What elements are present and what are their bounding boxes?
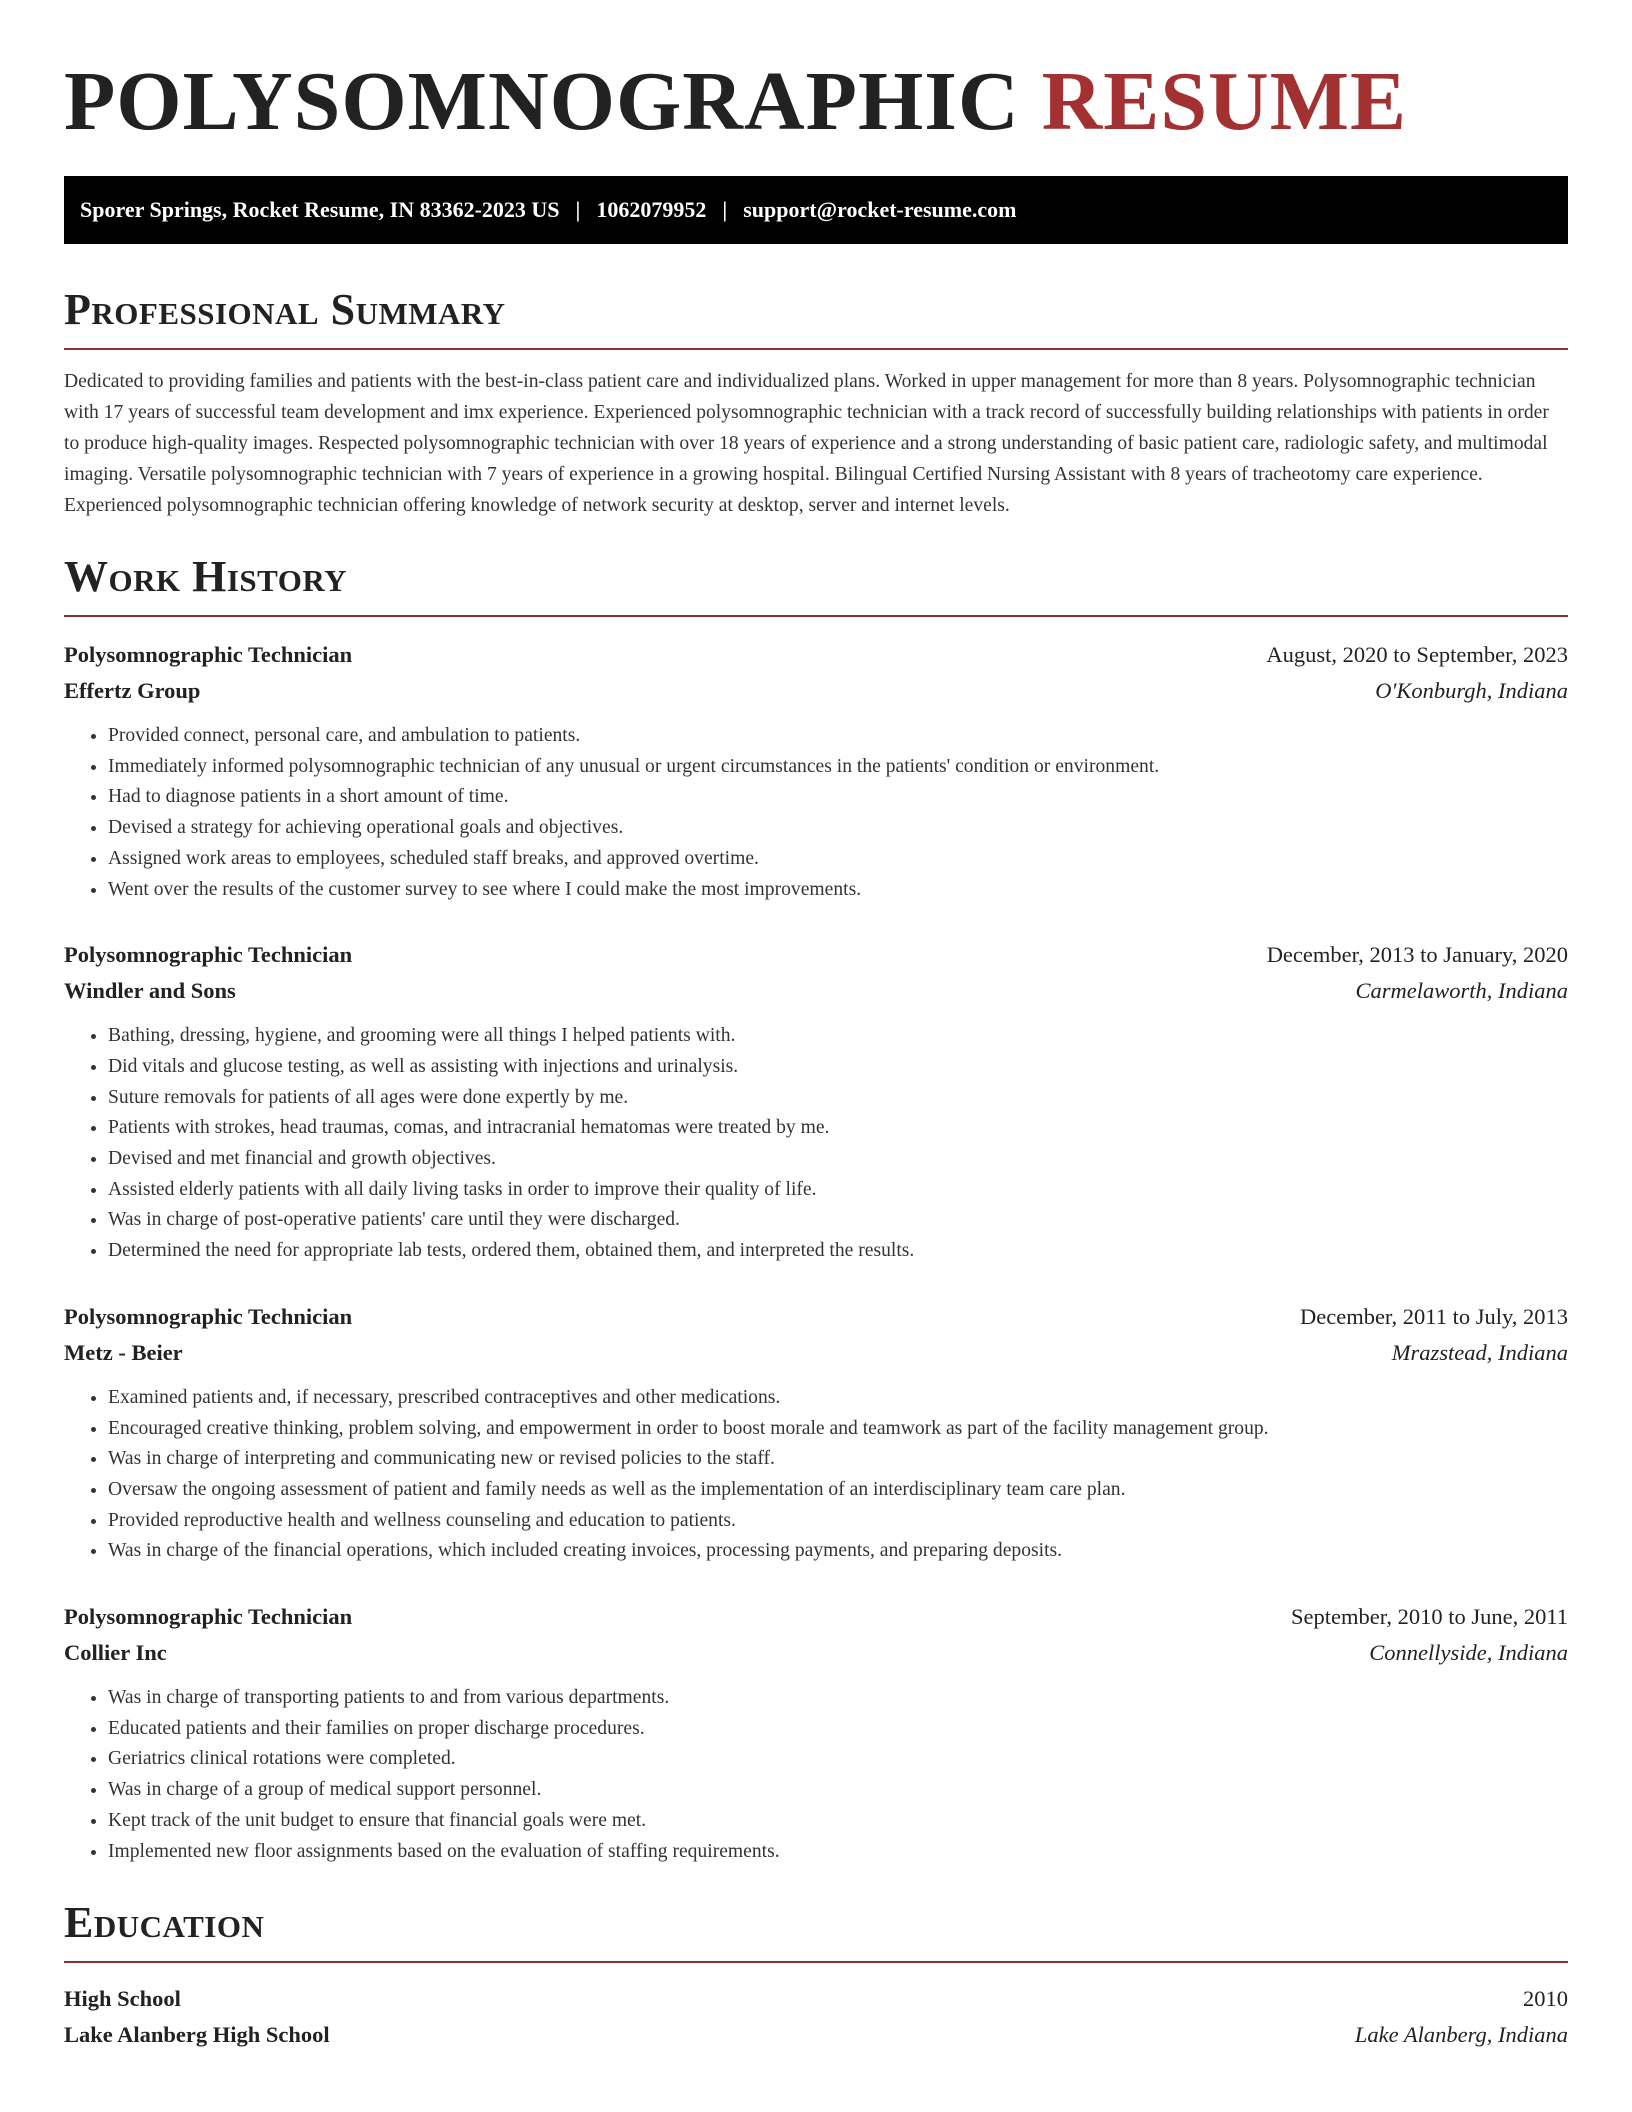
job-bullet: • Geriatrics clinical rotations were completed. <box>108 1744 1568 1775</box>
job-bullet: • Examined patients and, if necessary, prescribed contraceptives and other medications. <box>108 1383 1568 1414</box>
job-bullet: • Provided reproductive health and wellness counseling and education to patients. <box>108 1506 1568 1537</box>
job-dates: December, 2011 to July, 2013 <box>1299 1303 1568 1329</box>
job-title: Polysomnographic Technician <box>64 1303 353 1329</box>
job-header-row <box>64 937 1568 973</box>
education-year: 2010 <box>1523 1986 1568 2012</box>
job-company-row <box>64 1335 1568 1371</box>
summary-heading: Professional Summary <box>64 284 1568 350</box>
job-bullet: • Went over the results of the customer survey to see where I could make the most improvements. <box>108 875 1568 906</box>
work-history-heading: Work History <box>64 551 1568 617</box>
job-dates: August, 2020 to September, 2023 <box>1266 642 1568 667</box>
job-title: Polysomnographic Technician <box>64 942 353 968</box>
job-bullets <box>64 1383 1568 1567</box>
contact-bar <box>64 176 1568 244</box>
contact-separator: | <box>722 197 728 222</box>
job-bullets <box>64 721 1568 905</box>
education-location: Lake Alanberg, Indiana <box>1354 2022 1568 2048</box>
job-bullet: • Immediately informed polysomnographic technician of any unusual or urgent circumstances in the patients' condition or environment. <box>108 752 1568 783</box>
job-bullets <box>64 1021 1568 1267</box>
job-bullet: • Suture removals for patients of all ages were done expertly by me. <box>108 1083 1568 1114</box>
job-bullet: • Devised and met financial and growth objectives. <box>108 1144 1568 1175</box>
job-bullet: • Had to diagnose patients in a short amount of time. <box>108 782 1568 813</box>
job-dates: December, 2013 to January, 2020 <box>1266 942 1568 968</box>
job-company: Windler and Sons <box>64 978 236 1004</box>
job-company: Metz - Beier <box>64 1339 183 1365</box>
education-school: Lake Alanberg High School <box>64 2022 330 2048</box>
job-bullet: • Patients with strokes, head traumas, comas, and intracranial hematomas were treated by me. <box>108 1113 1568 1144</box>
job-company: Collier Inc <box>64 1640 167 1666</box>
job-header-row <box>64 1299 1568 1335</box>
job-header-row <box>64 1599 1568 1635</box>
job-bullet: • Provided connect, personal care, and ambulation to patients. <box>108 721 1568 752</box>
job-bullet: • Did vitals and glucose testing, as well as assisting with injections and urinalysis. <box>108 1052 1568 1083</box>
job-entry <box>64 637 1568 905</box>
job-bullet: • Bathing, dressing, hygiene, and grooming were all things I helped patients with. <box>108 1021 1568 1052</box>
job-bullet: • Oversaw the ongoing assessment of patient and family needs as well as the implementation of an interdisciplinary team care plan. <box>108 1475 1568 1506</box>
education-header-row <box>64 1981 1568 2017</box>
resume-title <box>64 0 1568 150</box>
job-location: Connellyside, Indiana <box>1369 1640 1568 1666</box>
contact-email: support@rocket-resume.com <box>743 197 1017 222</box>
job-location: Mrazstead, Indiana <box>1391 1339 1568 1365</box>
education-school-row <box>64 2017 1568 2053</box>
job-bullet: • Determined the need for appropriate lab tests, ordered them, obtained them, and interpreted the results. <box>108 1236 1568 1267</box>
resume-title-accent: RESUME <box>1041 55 1408 148</box>
job-bullet: • Was in charge of the financial operations, which included creating invoices, processing payments, and preparing deposits. <box>108 1536 1568 1567</box>
job-company: Effertz Group <box>64 678 201 703</box>
job-bullets <box>64 1683 1568 1867</box>
job-bullet: • Implemented new floor assignments based on the evaluation of staffing requirements. <box>108 1837 1568 1868</box>
job-bullet: • Was in charge of post-operative patients' care until they were discharged. <box>108 1205 1568 1236</box>
job-bullet: • Encouraged creative thinking, problem solving, and empowerment in order to boost morale and teamwork as part of the facility management group. <box>108 1414 1568 1445</box>
job-company-row <box>64 673 1568 709</box>
job-bullet: • Kept track of the unit budget to ensure that financial goals were met. <box>108 1806 1568 1837</box>
job-bullet: • Was in charge of interpreting and communicating new or revised policies to the staff. <box>108 1444 1568 1475</box>
job-company-row <box>64 1635 1568 1671</box>
contact-phone: 1062079952 <box>596 197 707 222</box>
job-title: Polysomnographic Technician <box>64 642 353 667</box>
job-bullet: • Educated patients and their families on proper discharge procedures. <box>108 1714 1568 1745</box>
job-entry <box>64 1599 1568 1867</box>
job-entry <box>64 937 1568 1267</box>
job-location: O'Konburgh, Indiana <box>1375 678 1568 703</box>
contact-address: Sporer Springs, Rocket Resume, IN 83362-2023 US <box>80 197 560 222</box>
job-location: Carmelaworth, Indiana <box>1355 978 1568 1004</box>
job-title: Polysomnographic Technician <box>64 1604 353 1630</box>
job-entry <box>64 1299 1568 1567</box>
job-dates: September, 2010 to June, 2011 <box>1291 1604 1568 1630</box>
job-company-row <box>64 973 1568 1009</box>
job-bullet: • Assigned work areas to employees, scheduled staff breaks, and approved overtime. <box>108 844 1568 875</box>
job-bullet: • Assisted elderly patients with all daily living tasks in order to improve their quality of life. <box>108 1175 1568 1206</box>
education-entry <box>64 1981 1568 2053</box>
resume-title-main: POLYSOMNOGRAPHIC <box>64 55 1020 148</box>
summary-text: Dedicated to providing families and patients with the best-in-class patient care and individualized plans. Worked in upper management for more than 8 years. Polysomnographic technician with 17 years of successful team development and imx experience. Experienced polysomnographic technician with a track record of successfully building relationships with patients in order to produce high-quality images. Respected polysomnographic technician with over 18 years of experience and a strong understanding of basic patient care, radiologic safety, and multimodal imaging. Versatile polysomnographic technician with 7 years of experience in a growing hospital. Bilingual Certified Nursing Assistant with 8 years of tracheotomy care experience. Experienced polysomnographic technician offering knowledge of network security at desktop, server and internet levels. <box>64 371 1549 516</box>
job-header-row <box>64 637 1568 673</box>
job-bullet: • Was in charge of transporting patients to and from various departments. <box>108 1683 1568 1714</box>
education-degree: High School <box>64 1986 181 2012</box>
job-bullet: • Devised a strategy for achieving operational goals and objectives. <box>108 813 1568 844</box>
contact-separator: | <box>575 197 581 222</box>
education-heading: Education <box>64 1897 1568 1963</box>
job-bullet: • Was in charge of a group of medical support personnel. <box>108 1775 1568 1806</box>
